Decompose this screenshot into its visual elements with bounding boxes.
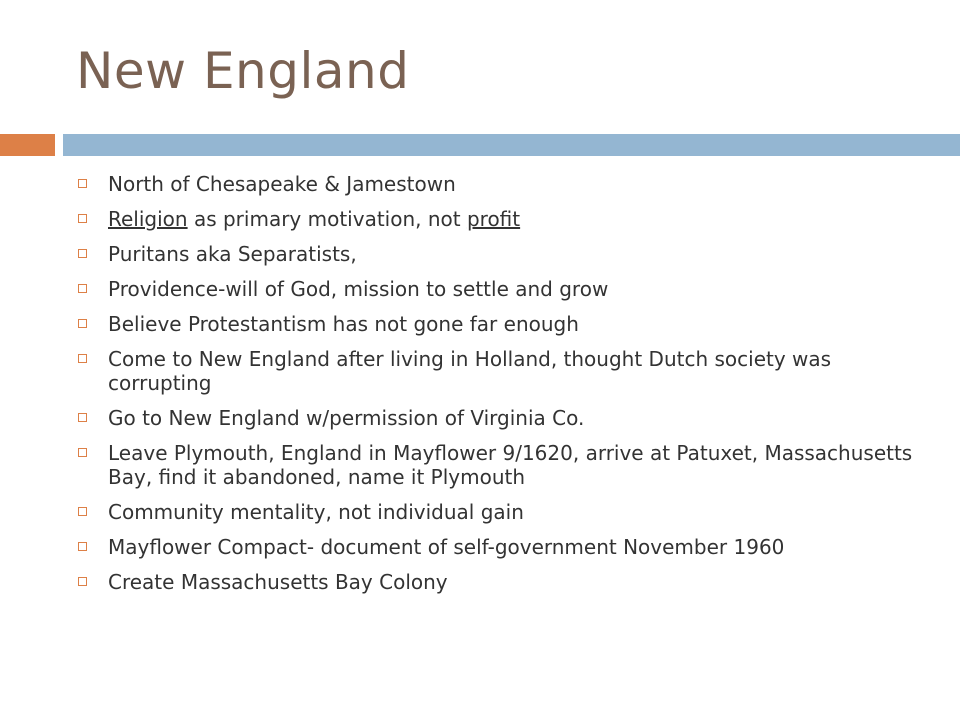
bullet-square-icon [78,413,87,422]
bullet-text: Go to New England w/permission of Virginia Co. [108,406,585,430]
bullet-item [76,500,936,524]
bullet-list [76,172,936,605]
bullet-square-icon [78,214,87,223]
bullet-item [76,406,936,430]
bullet-item [76,312,936,336]
bullet-item [76,277,936,301]
bullet-item [76,347,936,395]
bullet-square-icon [78,284,87,293]
bullet-text: Leave Plymouth, England in Mayflower 9/1620, arrive at Patuxet, Massachusetts Bay, find it abandoned, name it Plymouth [108,441,913,489]
bullet-text: Come to New England after living in Holland, thought Dutch society was corrupting [108,347,832,395]
bullet-item [76,441,936,489]
bullet-square-icon [78,448,87,457]
bullet-text: Providence-will of God, mission to settle and grow [108,277,609,301]
bullet-item [76,207,936,231]
accent-bar-blue [63,134,960,156]
bullet-square-icon [78,577,87,586]
bullet-text: Community mentality, not individual gain [108,500,524,524]
slide-title: New England [76,42,410,100]
bullet-item [76,570,936,594]
bullet-square-icon [78,507,87,516]
bullet-text: Puritans aka Separatists, [108,242,357,266]
bullet-square-icon [78,249,87,258]
bullet-text: Believe Protestantism has not gone far enough [108,312,579,336]
bullet-text: North of Chesapeake & Jamestown [108,172,456,196]
bullet-square-icon [78,179,87,188]
bullet-item [76,242,936,266]
bullet-text: Mayflower Compact- document of self-government November 1960 [108,535,785,559]
bullet-text-profit: profit [466,207,521,231]
bullet-square-icon [78,542,87,551]
bullet-item [76,172,936,196]
accent-bar-orange [0,134,55,156]
bullet-square-icon [78,319,87,328]
bullet-text: as primary motivation, not [187,207,467,231]
bullet-text: Create Massachusetts Bay Colony [108,570,448,594]
bullet-text-religion: Religion [108,207,188,231]
bullet-item [76,535,936,559]
bullet-square-icon [78,354,87,363]
